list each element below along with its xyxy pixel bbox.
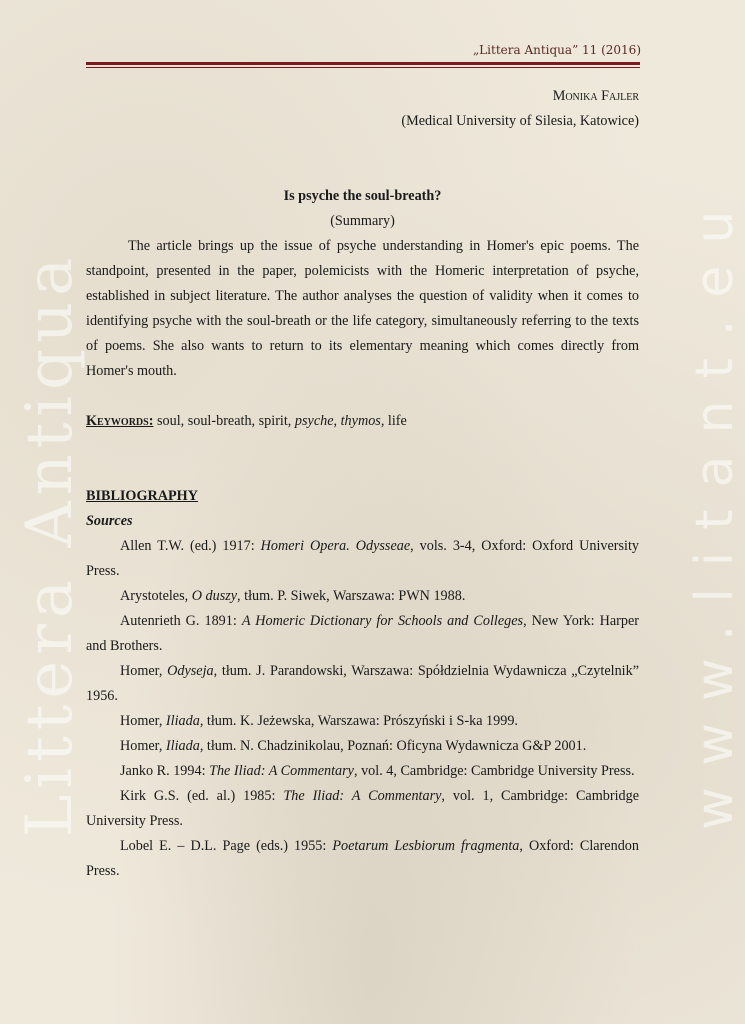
bib-entry: Allen T.W. (ed.) 1917: Homeri Opera. Odysseae, vols. 3-4, Oxford: Oxford University Press. (86, 538, 640, 579)
bib-entry: Homer, Odyseja, tłum. J. Parandowski, Warszawa: Spółdzielnia Wydawnicza „Czytelnik” 1956. (86, 663, 639, 704)
bib-entry: Arystoteles, O duszy, tłum. P. Siwek, Warszawa: PWN 1988. (120, 588, 466, 604)
bib-entry: Autenrieth G. 1891: A Homeric Dictionary for Schools and Colleges, New York: Harper and Brothers. (86, 613, 639, 654)
keyword-psyche: psyche (294, 413, 334, 429)
header-rule-thick (86, 62, 640, 65)
abstract: The article brings up the issue of psyche understanding in Homer's epic poems. The standpoint, presented in the paper, polemicists with the Homeric interpretation of psyche, established in subject literature. The author analyses the question of validity when it comes to identifying psyche with the soul-breath or the life category, simultaneously referring to the texts of poems. She also wants to return to its elementary meaning which comes directly from Homer's mouth. (86, 238, 639, 379)
header-rule-thin (86, 67, 640, 68)
author-affiliation: (Medical University of Silesia, Katowice) (401, 113, 639, 129)
watermark-left: Littera Antiqua (13, 251, 87, 837)
article-subtitle: (Summary) (330, 213, 395, 229)
watermark-right: www.litant.eu (685, 188, 745, 830)
article-title: Is psyche the soul-breath? (283, 188, 442, 204)
page-content (86, 84, 639, 884)
author-name: Monika Fajler (552, 88, 639, 104)
bib-entry: Homer, Iliada, tłum. K. Jeżewska, Warszawa: Prószyński i S-ka 1999. (120, 713, 518, 729)
keyword-sep: , (333, 413, 338, 429)
sources-label: Sources (86, 513, 133, 529)
keyword-thymos: thymos (340, 413, 381, 429)
bib-entry: Janko R. 1994: The Iliad: A Commentary, vol. 4, Cambridge: Cambridge University Press. (120, 763, 635, 779)
bibliography-list (86, 534, 639, 884)
bib-entry: Homer, Iliada, tłum. N. Chadzinikolau, Poznań: Oficyna Wydawnicza G&P 2001. (120, 738, 587, 754)
journal-header: „Littera Antiqua” 11 (2016) (472, 43, 641, 57)
bib-entry: Lobel E. – D.L. Page (eds.) 1955: Poetarum Lesbiorum fragmenta, Oxford: Clarendon Press. (86, 838, 639, 879)
bib-entry: Kirk G.S. (ed. al.) 1985: The Iliad: A Commentary, vol. 1, Cambridge: Cambridge University Press. (86, 788, 640, 829)
keywords-line (86, 409, 639, 434)
keywords-label: Keywords: (86, 413, 154, 429)
keywords-plain: soul, soul-breath, spirit, (156, 413, 292, 429)
keywords-tail: , life (380, 413, 407, 429)
bibliography-heading: BIBLIOGRAPHY (86, 488, 198, 504)
